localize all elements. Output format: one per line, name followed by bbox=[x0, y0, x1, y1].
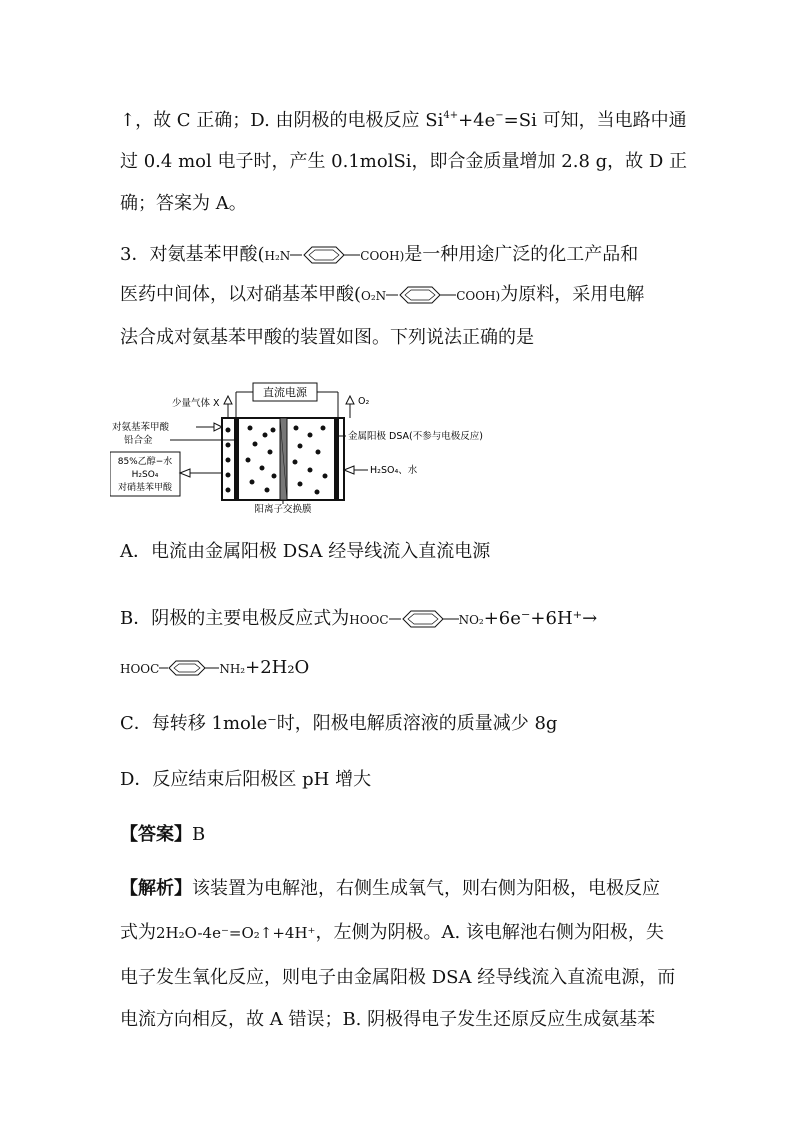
power-label: 直流电源 bbox=[263, 386, 307, 399]
answer-value: B bbox=[192, 824, 206, 845]
para1-line2: 过 0.4 mol 电子时，产生 0.1molSi，即合金质量增加 2.8 g，故 D 正 bbox=[120, 151, 688, 172]
option-b-line2 bbox=[120, 656, 309, 681]
text: =Si 可知，当电路中通 bbox=[503, 110, 687, 131]
text: +2H₂O bbox=[245, 657, 310, 678]
text: ，左侧为阴极。A. 该电解池右侧为阳极，失 bbox=[315, 922, 664, 943]
text: ↑，故 C 正确；D. 由阴极的电极反应 Si bbox=[120, 110, 444, 131]
formula-text: NH₂ bbox=[219, 662, 246, 676]
para1-line1 bbox=[120, 104, 687, 133]
membrane-label: 阳离子交换膜 bbox=[254, 504, 312, 515]
question-line2 bbox=[120, 283, 644, 308]
text: 是一种用途广泛的化工产品和 bbox=[404, 244, 639, 265]
text: 该装置为电解池，右侧生成氧气，则右侧为阳极，电极反应 bbox=[192, 878, 660, 899]
benzene-ring-icon bbox=[290, 243, 360, 267]
option-b-line1 bbox=[120, 607, 597, 632]
superscript: 4+ bbox=[443, 110, 459, 121]
electrolysis-diagram bbox=[110, 380, 570, 515]
text: 式为 bbox=[120, 922, 156, 943]
answer-label: 【答案】 bbox=[120, 824, 192, 845]
feed-label-2: H₂SO₄ bbox=[131, 470, 159, 480]
text: +6e⁻+6H⁺ bbox=[483, 608, 583, 629]
superscript: − bbox=[495, 110, 504, 121]
text: 医药中间体，以对硝基苯甲酸( bbox=[120, 284, 362, 305]
formula-text: O₂N bbox=[361, 289, 387, 303]
analysis-line4: 电流方向相反，故 A 错误；B. 阴极得电子发生还原反应生成氨基苯 bbox=[120, 1009, 656, 1030]
option-c: C．每转移 1mole⁻时，阳极电解质溶液的质量减少 8g bbox=[120, 713, 558, 734]
formula-text: H₂N bbox=[264, 249, 291, 263]
analysis-label: 【解析】 bbox=[120, 878, 192, 899]
analysis-line2 bbox=[120, 921, 664, 945]
product-label: 对氨基苯甲酸 bbox=[112, 422, 170, 433]
equation-text: 2H₂O-4e⁻=O₂↑+4H⁺ bbox=[156, 924, 316, 942]
analysis-line3: 电子发生氧化反应，则电子由金属阳极 DSA 经导线流入直流电源，而 bbox=[120, 967, 676, 988]
formula-text: COOH) bbox=[360, 249, 405, 263]
text: 为原料，采用电解 bbox=[500, 284, 645, 305]
benzene-ring-icon bbox=[159, 657, 219, 679]
formula-text: COOH) bbox=[456, 289, 501, 303]
analysis-line1 bbox=[120, 877, 660, 901]
anode-label: 金属阳极 DSA(不参与电极反应) bbox=[348, 431, 483, 442]
formula-text: HOOC bbox=[120, 662, 160, 676]
para1-line3: 确；答案为 A。 bbox=[120, 193, 247, 214]
anode-electrode bbox=[334, 418, 339, 500]
text: 3．对氨基苯甲酸( bbox=[120, 244, 265, 265]
option-a: A．电流由金属阳极 DSA 经导线流入直流电源 bbox=[120, 541, 491, 562]
alloy-label: 铅合金 bbox=[124, 435, 153, 446]
acid-in-label: H₂SO₄、水 bbox=[370, 465, 418, 476]
option-d: D．反应结束后阳极区 pH 增大 bbox=[120, 769, 372, 790]
text: +4e bbox=[458, 110, 496, 131]
question-line3: 法合成对氨基苯甲酸的装置如图。下列说法正确的是 bbox=[120, 327, 534, 348]
o2-label: O₂ bbox=[358, 396, 370, 407]
feed-label-3: 对硝基苯甲酸 bbox=[117, 483, 173, 493]
formula-text: NO₂ bbox=[458, 613, 484, 627]
cathode-electrode bbox=[234, 418, 239, 500]
reaction-arrow: → bbox=[582, 608, 598, 629]
gas-x-label: 少量气体 X bbox=[172, 398, 220, 409]
benzene-ring-icon bbox=[389, 607, 459, 631]
answer-line bbox=[120, 823, 205, 847]
feed-label-1: 85%乙醇−水 bbox=[117, 457, 173, 467]
text: B．阴极的主要电极反应式为 bbox=[120, 608, 350, 629]
formula-text: HOOC bbox=[349, 613, 389, 627]
benzene-ring-icon bbox=[386, 283, 456, 307]
question-line1 bbox=[120, 243, 638, 268]
